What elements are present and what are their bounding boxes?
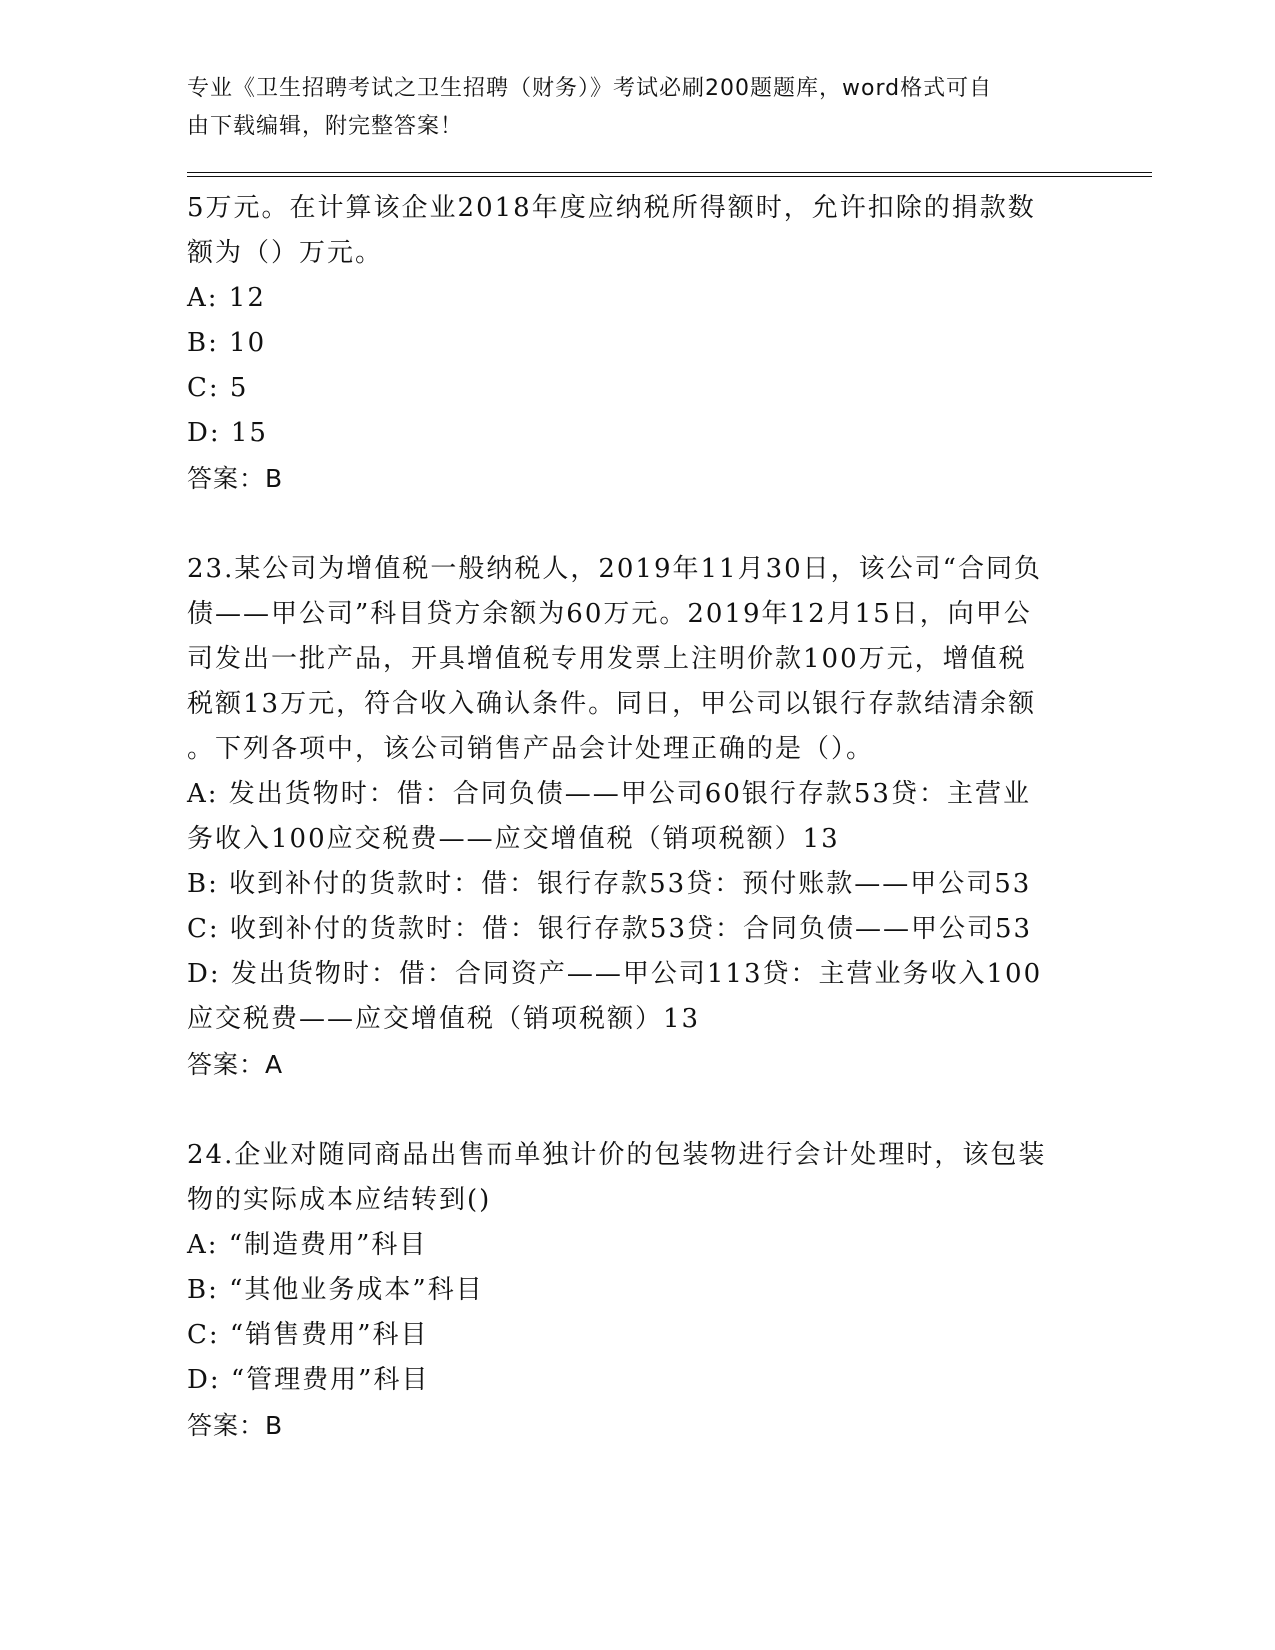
question-22 — [187, 186, 1152, 501]
question-stem-line: 司发出一批产品，开具增值税专用发票上注明价款100万元，增值税 — [187, 644, 1027, 674]
question-stem-line: 5万元。在计算该企业2018年度应纳税所得额时，允许扣除的捐款数 — [187, 193, 1036, 223]
question-23 — [187, 547, 1152, 1087]
option-a-continued: 务收入100应交税费——应交增值税（销项税额）13 — [187, 824, 840, 854]
spacer — [187, 501, 1152, 547]
option-b: B: 收到补付的货款时：借：银行存款53贷：预付账款——甲公司53 — [187, 869, 1032, 899]
document-header — [187, 70, 1152, 146]
question-stem-line: 物的实际成本应结转到() — [187, 1185, 492, 1215]
question-stem-line: 债——甲公司”科目贷方余额为60万元。2019年12月15日，向甲公 — [187, 599, 1032, 629]
header-line-2: 由下载编辑，附完整答案！ — [187, 114, 464, 139]
answer-line: 答案：B — [187, 1411, 284, 1440]
option-b: B: “其他业务成本”科目 — [187, 1275, 484, 1305]
question-stem-line: 23.某公司为增值税一般纳税人，2019年11月30日，该公司“合同负 — [187, 554, 1042, 584]
question-stem-line: 额为（）万元。 — [187, 238, 384, 268]
option-c: C: “销售费用”科目 — [187, 1320, 429, 1350]
option-d: D: “管理费用”科目 — [187, 1365, 430, 1395]
question-24 — [187, 1133, 1152, 1448]
option-a: A: “制造费用”科目 — [187, 1230, 428, 1260]
option-a: A: 12 — [187, 283, 266, 313]
document-content — [187, 186, 1152, 1448]
document-page — [187, 70, 1152, 1448]
header-line-1: 专业《卫生招聘考试之卫生招聘（财务）》考试必刷200题题库，word格式可自 — [187, 76, 993, 101]
spacer — [187, 1087, 1152, 1133]
option-c: C: 5 — [187, 373, 249, 403]
question-stem-line: 税额13万元，符合收入确认条件。同日，甲公司以银行存款结清余额 — [187, 689, 1037, 719]
option-b: B: 10 — [187, 328, 267, 358]
answer-line: 答案：B — [187, 464, 284, 493]
question-stem-line: 24.企业对随同商品出售而单独计价的包装物进行会计处理时，该包装 — [187, 1140, 1047, 1170]
answer-line: 答案：A — [187, 1050, 284, 1079]
header-divider-bottom — [187, 176, 1152, 177]
option-d: D: 发出货物时：借：合同资产——甲公司113贷：主营业务收入100 — [187, 959, 1043, 989]
question-stem-line: 。下列各项中，该公司销售产品会计处理正确的是（）。 — [187, 734, 875, 764]
header-divider-top — [187, 172, 1152, 173]
option-d-continued: 应交税费——应交增值税（销项税额）13 — [187, 1004, 701, 1034]
option-d: D: 15 — [187, 418, 268, 448]
option-c: C: 收到补付的货款时：借：银行存款53贷：合同负债——甲公司53 — [187, 914, 1033, 944]
option-a: A: 发出货物时：借：合同负债——甲公司60银行存款53贷：主营业 — [187, 779, 1031, 809]
